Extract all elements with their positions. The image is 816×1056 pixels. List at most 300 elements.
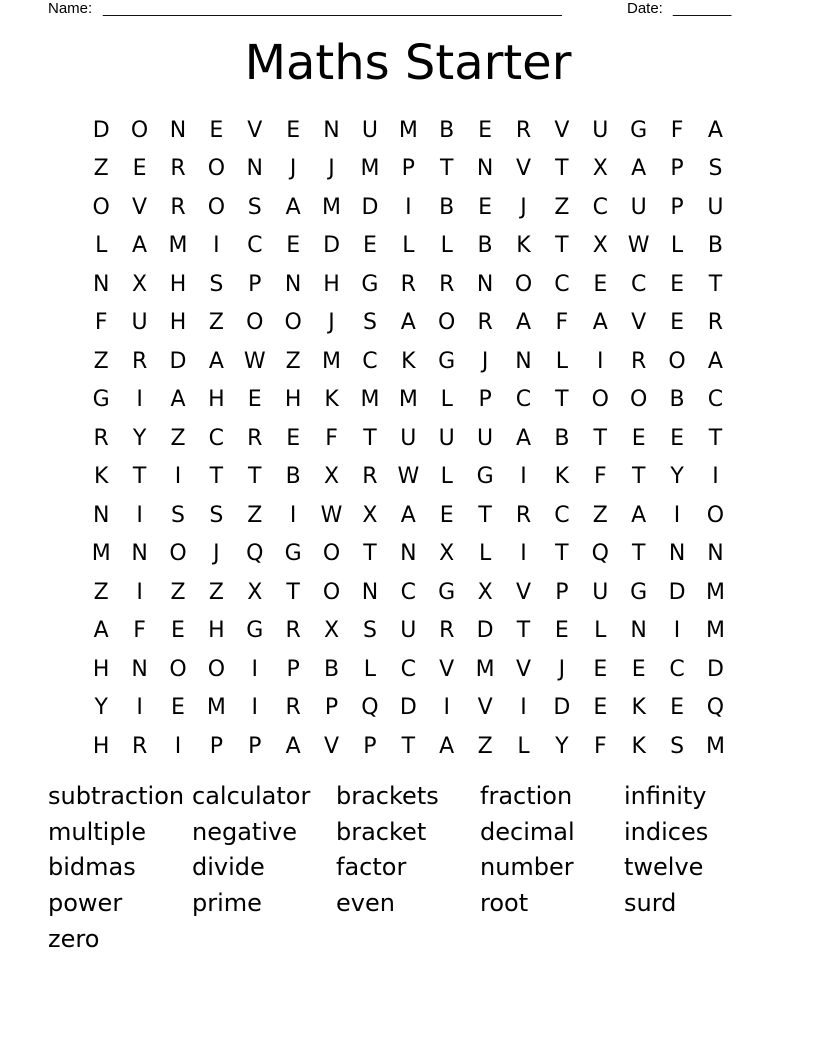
grid-cell[interactable]: L (440, 233, 453, 259)
grid-cell[interactable]: V (439, 656, 455, 682)
grid-cell[interactable]: T (209, 464, 224, 490)
grid-cell[interactable]: N (630, 618, 647, 644)
grid-cell[interactable]: I (597, 348, 604, 374)
grid-cell[interactable]: L (478, 541, 492, 567)
grid-cell[interactable]: V (515, 579, 532, 605)
header (48, 0, 748, 20)
grid-cell[interactable]: A (707, 117, 723, 143)
grid-cell[interactable]: Y (132, 425, 147, 451)
grid-cell[interactable]: A (631, 156, 647, 182)
grid-cell[interactable]: M (360, 387, 380, 413)
grid-cell[interactable]: P (670, 156, 684, 182)
grid-cell[interactable]: A (132, 233, 148, 259)
grid-cell[interactable]: T (555, 387, 569, 413)
grid-cell[interactable]: R (515, 502, 532, 528)
grid-cell[interactable]: P (401, 156, 415, 182)
grid-cell[interactable]: M (91, 541, 111, 567)
grid-cell[interactable]: S (247, 194, 262, 220)
grid-cell[interactable]: E (670, 695, 684, 721)
grid-cell[interactable]: A (400, 310, 416, 336)
grid-cell[interactable]: N (707, 541, 724, 567)
grid-cell[interactable]: T (631, 464, 646, 490)
grid-cell[interactable]: N (92, 271, 110, 297)
grid-cell[interactable]: J (289, 156, 297, 182)
grid-cell[interactable]: L (594, 618, 607, 644)
grid-cell[interactable]: N (476, 271, 494, 297)
grid-cell[interactable]: S (170, 502, 185, 528)
word-list-item: bracket (336, 817, 427, 846)
grid-cell[interactable]: T (555, 233, 569, 259)
grid-cell[interactable]: C (630, 271, 647, 297)
grid-cell[interactable]: A (400, 502, 416, 528)
grid-cell[interactable]: M (360, 156, 380, 182)
grid-cell[interactable]: D (399, 695, 417, 721)
grid-cell[interactable]: Z (93, 156, 109, 182)
grid-cell[interactable]: P (248, 733, 262, 759)
grid-cell[interactable]: I (405, 194, 412, 220)
grid-cell[interactable]: K (554, 464, 570, 490)
grid-cell[interactable]: F (593, 464, 607, 490)
word-list-item: zero (48, 925, 100, 954)
word-list (48, 778, 768, 957)
grid-cell[interactable]: Y (94, 695, 108, 721)
grid-cell[interactable]: O (92, 194, 110, 220)
grid-cell[interactable]: B (707, 233, 723, 259)
grid-cell[interactable]: S (362, 310, 377, 336)
grid-cell[interactable]: H (169, 271, 187, 297)
grid-cell[interactable]: E (593, 271, 608, 297)
grid-cell[interactable]: M (168, 233, 188, 259)
grid-cell[interactable]: U (400, 618, 417, 644)
grid-cell[interactable]: I (673, 618, 681, 644)
grid-cell[interactable]: P (478, 387, 492, 413)
grid-cell[interactable]: R (285, 695, 301, 721)
grid-cell[interactable]: A (93, 618, 109, 644)
grid-cell[interactable]: A (631, 502, 647, 528)
grid-cell[interactable]: S (670, 733, 685, 759)
grid-cell[interactable]: C (362, 348, 378, 374)
grid-cell[interactable]: X (324, 618, 340, 644)
grid-cell[interactable]: I (251, 656, 258, 682)
grid-cell[interactable]: Z (477, 733, 493, 759)
grid-cell[interactable]: A (170, 387, 186, 413)
grid-cell[interactable]: S (209, 502, 224, 528)
grid-cell[interactable]: R (362, 464, 378, 490)
grid-cell[interactable]: O (169, 541, 187, 567)
grid-cell[interactable]: I (174, 733, 182, 759)
grid-cell[interactable]: E (209, 117, 224, 143)
grid-cell[interactable]: E (670, 425, 684, 451)
grid-cell[interactable]: B (669, 387, 685, 413)
grid-cell[interactable]: A (515, 425, 532, 451)
grid-cell[interactable]: N (400, 541, 417, 567)
grid-cell[interactable]: E (478, 117, 493, 143)
grid-cell[interactable]: F (670, 117, 684, 143)
grid-cell[interactable]: A (707, 348, 723, 374)
grid-cell[interactable]: S (209, 271, 224, 297)
grid-cell[interactable]: M (705, 618, 725, 644)
grid-cell[interactable]: X (439, 541, 455, 567)
grid-cell[interactable]: U (438, 425, 455, 451)
grid-cell[interactable]: D (668, 579, 686, 605)
grid-cell[interactable]: J (520, 194, 527, 220)
grid-cell[interactable]: M (705, 733, 725, 759)
grid-cell[interactable]: P (248, 271, 262, 297)
grid-cell[interactable]: E (247, 387, 262, 413)
grid-cell[interactable]: N (246, 156, 263, 182)
grid-cell[interactable]: C (400, 656, 416, 682)
grid-cell[interactable]: O (591, 387, 609, 413)
grid-cell[interactable]: P (555, 579, 569, 605)
grid-cell[interactable]: T (593, 425, 607, 451)
grid-cell[interactable]: T (708, 425, 723, 451)
grid-cell[interactable]: H (323, 271, 340, 297)
grid-cell[interactable]: V (631, 310, 647, 336)
grid-cell[interactable]: T (401, 733, 416, 759)
grid-cell[interactable]: Z (93, 348, 109, 374)
grid-cell[interactable]: L (402, 233, 415, 259)
grid-cell[interactable]: X (132, 271, 148, 297)
grid-cell[interactable]: E (593, 695, 608, 721)
grid-cell[interactable]: W (397, 464, 420, 490)
grid-cell[interactable]: E (631, 656, 646, 682)
grid-cell[interactable]: K (93, 464, 109, 490)
grid-cell[interactable]: H (92, 733, 110, 759)
grid-cell[interactable]: D (323, 233, 341, 259)
grid-cell[interactable]: R (400, 271, 416, 297)
grid-cell[interactable]: I (136, 579, 143, 605)
grid-cell[interactable]: V (515, 156, 532, 182)
grid-cell[interactable]: Z (554, 194, 570, 220)
grid-cell[interactable]: Q (246, 541, 264, 567)
date-field[interactable]: _______ (673, 0, 732, 17)
grid-cell[interactable]: R (707, 310, 724, 336)
grid-cell[interactable]: S (362, 618, 377, 644)
word-list-item: subtraction (48, 781, 185, 810)
grid-cell[interactable]: D (553, 695, 571, 721)
grid-cell[interactable]: I (251, 695, 258, 721)
grid-cell[interactable]: P (209, 733, 223, 759)
name-field[interactable]: _______________________________________________________ (103, 0, 562, 17)
grid-cell[interactable]: U (630, 194, 647, 220)
grid-cell[interactable]: C (669, 656, 685, 682)
grid-cell[interactable]: C (554, 502, 570, 528)
grid-cell[interactable]: R (631, 348, 647, 374)
grid-cell[interactable]: I (673, 502, 681, 528)
grid-cell[interactable]: O (246, 310, 264, 336)
grid-cell[interactable]: Q (361, 695, 379, 721)
grid-cell[interactable]: A (285, 194, 301, 220)
grid-cell[interactable]: O (630, 387, 648, 413)
grid-cell[interactable]: X (477, 579, 493, 605)
grid-cell[interactable]: X (324, 464, 340, 490)
grid-cell[interactable]: N (361, 579, 379, 605)
grid-cell[interactable]: I (136, 695, 143, 721)
grid-cell[interactable]: Z (247, 502, 263, 528)
grid-cell[interactable]: T (516, 618, 531, 644)
grid-cell[interactable]: G (246, 618, 264, 644)
grid-cell[interactable]: U (131, 310, 148, 336)
grid-cell[interactable]: M (322, 348, 342, 374)
grid-cell[interactable]: E (286, 117, 301, 143)
grid-cell[interactable]: N (284, 271, 302, 297)
grid-cell[interactable]: E (478, 194, 493, 220)
grid-cell[interactable]: V (554, 117, 570, 143)
grid-cell[interactable]: X (592, 233, 608, 259)
grid-cell[interactable]: O (322, 579, 341, 605)
grid-cell[interactable]: I (443, 695, 450, 721)
grid-cell[interactable]: U (361, 117, 378, 143)
grid-cell[interactable]: E (439, 502, 454, 528)
grid-cell[interactable]: N (131, 541, 148, 567)
grid-cell[interactable]: R (131, 733, 148, 759)
grid-cell[interactable]: O (322, 541, 341, 567)
grid-cell[interactable]: P (670, 194, 684, 220)
grid-cell[interactable]: L (440, 464, 453, 490)
grid-cell[interactable]: P (324, 695, 339, 721)
grid-cell[interactable]: O (169, 656, 187, 682)
grid-cell[interactable]: I (136, 387, 143, 413)
word-list-item: bidmas (48, 853, 136, 882)
grid-cell[interactable]: K (401, 348, 416, 374)
grid-cell[interactable]: A (439, 733, 455, 759)
grid-cell[interactable]: I (174, 464, 182, 490)
grid-cell[interactable]: X (592, 156, 608, 182)
grid-cell[interactable]: W (320, 502, 343, 528)
grid-cell[interactable]: E (171, 618, 185, 644)
grid-cell[interactable]: I (712, 464, 719, 490)
grid-cell[interactable]: O (207, 156, 226, 182)
grid-cell[interactable]: N (92, 502, 110, 528)
grid-cell[interactable]: N (131, 656, 148, 682)
word-list-item: calculator (192, 781, 311, 810)
grid-cell[interactable]: G (361, 271, 379, 297)
grid-cell[interactable]: R (515, 117, 532, 143)
grid-cell[interactable]: S (708, 156, 723, 182)
grid-cell[interactable]: H (92, 656, 110, 682)
grid-cell[interactable]: W (627, 233, 650, 259)
grid-cell[interactable]: I (136, 502, 143, 528)
grid-cell[interactable]: V (324, 733, 340, 759)
grid-cell[interactable]: O (207, 656, 226, 682)
grid-cell[interactable]: R (439, 618, 455, 644)
grid-cell[interactable]: G (92, 387, 110, 413)
grid-cell[interactable]: F (94, 310, 108, 336)
grid-cell[interactable]: Z (208, 310, 224, 336)
grid-cell[interactable]: H (208, 387, 225, 413)
grid-cell[interactable]: R (285, 618, 301, 644)
grid-cell[interactable]: Q (706, 695, 725, 721)
grid-cell[interactable]: B (439, 194, 455, 220)
grid-cell[interactable]: G (630, 117, 648, 143)
grid-cell[interactable]: U (592, 579, 609, 605)
grid-cell[interactable]: Z (285, 348, 301, 374)
grid-cell[interactable]: R (131, 348, 148, 374)
grid-cell[interactable]: E (362, 233, 377, 259)
grid-cell[interactable]: R (170, 156, 186, 182)
grid-cell[interactable]: J (481, 348, 489, 374)
grid-cell[interactable]: T (478, 502, 492, 528)
grid-cell[interactable]: T (132, 464, 147, 490)
grid-cell[interactable]: P (363, 733, 377, 759)
grid-cell[interactable]: A (285, 733, 301, 759)
grid-cell[interactable]: C (208, 425, 225, 451)
grid-cell[interactable]: Z (208, 579, 224, 605)
word-list-item: power (48, 889, 123, 918)
word-list-item: twelve (624, 853, 704, 882)
grid-cell[interactable]: E (286, 233, 301, 259)
grid-cell[interactable]: O (668, 348, 686, 374)
grid-cell[interactable]: I (213, 233, 220, 259)
grid-cell[interactable]: I (520, 464, 527, 490)
grid-cell[interactable]: D (169, 348, 187, 374)
grid-cell[interactable]: C (515, 387, 532, 413)
grid-cell[interactable]: G (630, 579, 648, 605)
grid-cell[interactable]: I (520, 695, 527, 721)
grid-cell[interactable]: D (92, 117, 110, 143)
grid-cell[interactable]: T (555, 541, 569, 567)
grid-cell[interactable]: M (398, 387, 418, 413)
grid-cell[interactable]: U (707, 194, 724, 220)
grid-cell[interactable]: O (284, 310, 302, 336)
grid-cell[interactable]: R (247, 425, 263, 451)
grid-cell[interactable]: J (328, 156, 335, 182)
grid-cell[interactable]: D (706, 656, 724, 682)
grid-cell[interactable]: U (592, 117, 609, 143)
grid-cell[interactable]: N (668, 541, 686, 567)
grid-cell[interactable]: U (477, 425, 494, 451)
grid-cell[interactable]: G (438, 348, 456, 374)
grid-cell[interactable]: R (93, 425, 109, 451)
grid-cell[interactable]: I (520, 541, 527, 567)
grid-cell[interactable]: B (477, 233, 493, 259)
grid-cell[interactable]: M (322, 194, 342, 220)
grid-cell[interactable]: I (289, 502, 297, 528)
grid-cell[interactable]: E (171, 695, 185, 721)
grid-cell[interactable]: E (631, 425, 646, 451)
grid-cell[interactable]: G (476, 464, 494, 490)
grid-cell[interactable]: N (476, 156, 494, 182)
grid-cell[interactable]: M (705, 579, 725, 605)
grid-cell[interactable]: B (285, 464, 301, 490)
grid-cell[interactable]: O (438, 310, 456, 336)
grid-cell[interactable]: N (169, 117, 187, 143)
grid-cell[interactable]: G (284, 541, 302, 567)
grid-cell[interactable]: Z (170, 425, 186, 451)
grid-cell[interactable]: D (476, 618, 494, 644)
grid-cell[interactable]: A (208, 348, 224, 374)
grid-cell[interactable]: O (706, 502, 725, 528)
grid-cell[interactable]: C (554, 271, 570, 297)
grid-cell[interactable]: Y (670, 464, 684, 490)
grid-cell[interactable]: M (206, 695, 226, 721)
grid-cell[interactable]: W (243, 348, 266, 374)
grid-cell[interactable]: Z (592, 502, 608, 528)
grid-cell[interactable]: Q (591, 541, 609, 567)
grid-cell[interactable]: E (670, 271, 684, 297)
grid-cell[interactable]: K (631, 733, 646, 759)
grid-cell[interactable]: E (286, 425, 301, 451)
grid-cell[interactable]: B (323, 656, 340, 682)
grid-cell[interactable]: B (439, 117, 455, 143)
grid-cell[interactable]: T (363, 541, 377, 567)
grid-cell[interactable]: F (325, 425, 338, 451)
grid-cell[interactable]: P (286, 656, 300, 682)
grid-cell[interactable]: H (284, 387, 302, 413)
grid-cell[interactable]: J (213, 541, 220, 567)
grid-cell[interactable]: B (554, 425, 570, 451)
grid-cell[interactable]: C (247, 233, 263, 259)
grid-cell[interactable]: L (670, 233, 684, 259)
grid-cell[interactable]: L (517, 733, 530, 759)
grid-cell[interactable]: N (323, 117, 340, 143)
grid-cell[interactable]: V (132, 194, 148, 220)
grid-cell[interactable]: L (440, 387, 453, 413)
grid-cell[interactable]: V (247, 117, 263, 143)
grid-cell[interactable]: E (670, 310, 684, 336)
grid-cell[interactable]: O (207, 194, 226, 220)
grid-cell[interactable]: M (475, 656, 495, 682)
grid-cell[interactable]: V (477, 695, 493, 721)
grid-cell[interactable]: F (593, 733, 607, 759)
grid-cell[interactable]: Z (93, 579, 109, 605)
grid-cell[interactable]: T (439, 156, 454, 182)
grid-cell[interactable]: T (555, 156, 569, 182)
grid-cell[interactable]: R (170, 194, 186, 220)
grid-cell[interactable]: R (477, 310, 493, 336)
grid-cell[interactable]: K (516, 233, 531, 259)
grid-cell[interactable]: T (708, 271, 723, 297)
grid-cell[interactable]: N (515, 348, 532, 374)
grid-cell[interactable]: J (558, 656, 566, 682)
grid-cell[interactable]: G (438, 579, 456, 605)
grid-cell[interactable]: F (555, 310, 569, 336)
grid-cell[interactable]: A (515, 310, 532, 336)
grid-cell[interactable]: T (286, 579, 300, 605)
grid-cell[interactable]: X (247, 579, 263, 605)
grid-cell[interactable]: O (514, 271, 533, 297)
grid-cell[interactable]: C (400, 579, 416, 605)
grid-cell[interactable]: K (324, 387, 339, 413)
grid-cell[interactable]: L (363, 656, 377, 682)
grid-cell[interactable]: T (363, 425, 377, 451)
grid-cell[interactable]: T (631, 541, 646, 567)
grid-cell[interactable]: J (328, 310, 335, 336)
grid-cell[interactable]: K (631, 695, 646, 721)
grid-cell[interactable]: R (439, 271, 455, 297)
grid-cell[interactable]: Y (555, 733, 569, 759)
grid-cell[interactable]: A (592, 310, 608, 336)
grid-cell[interactable]: X (362, 502, 378, 528)
grid-cell[interactable]: E (132, 156, 147, 182)
grid-cell[interactable]: H (208, 618, 225, 644)
grid-cell[interactable]: Z (170, 579, 186, 605)
grid-cell[interactable]: L (95, 233, 108, 259)
grid-cell[interactable]: V (515, 656, 532, 682)
grid-cell[interactable]: F (133, 618, 146, 644)
grid-cell[interactable]: L (555, 348, 569, 374)
grid-cell[interactable]: E (554, 618, 569, 644)
grid-cell[interactable]: D (361, 194, 379, 220)
grid-cell[interactable]: H (169, 310, 187, 336)
grid-cell[interactable]: T (248, 464, 262, 490)
grid-cell[interactable]: U (400, 425, 417, 451)
grid-cell[interactable]: O (130, 117, 149, 143)
grid-cell[interactable]: C (592, 194, 608, 220)
grid-cell[interactable]: M (398, 117, 418, 143)
grid-cell[interactable]: C (707, 387, 724, 413)
grid-cell[interactable]: E (593, 656, 608, 682)
